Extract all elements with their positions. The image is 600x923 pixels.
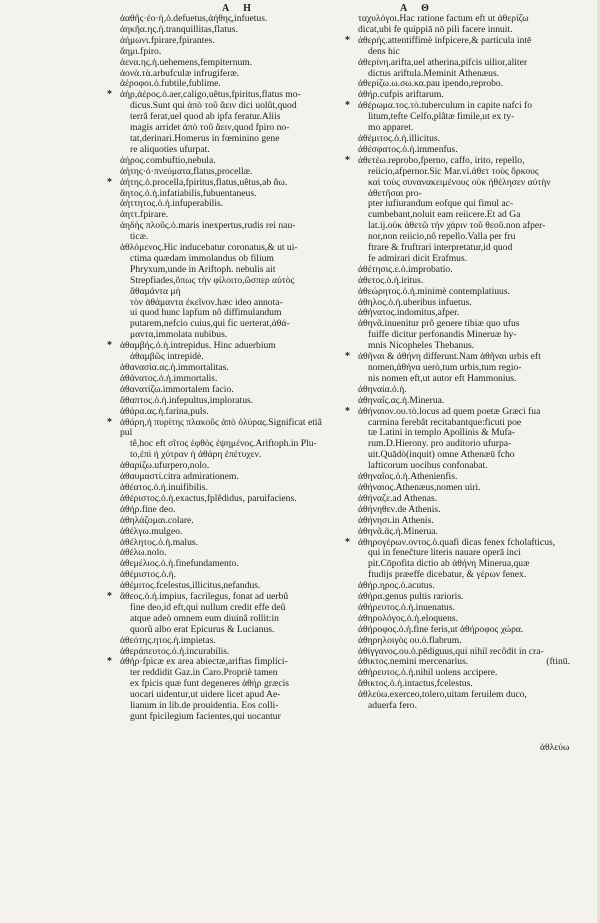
entry-text: ἀθέλγω.mulgeo. <box>120 525 183 537</box>
margin-asterisk: * <box>107 176 112 188</box>
entry-continuation-line: carmina ferebât recitabantque:ficuti poe <box>368 416 522 428</box>
dictionary-entry <box>358 58 570 80</box>
entry-text: ἀθέμιτος.fcelestus,illicitus,nefandus. <box>120 580 261 592</box>
entry-continuation-line: dens hic <box>368 45 400 57</box>
entry-text: ἀθήρ.ηρος.ὁ.acutus. <box>358 580 435 592</box>
dictionary-entry <box>358 319 570 352</box>
entry-text: ἀθεράπευτος.ὁ.ἡ.incurabilis. <box>120 645 230 657</box>
dictionary-entry <box>358 690 570 712</box>
entry-text: ἀθέμιτος.ὁ.ἡ.illicitus. <box>358 132 441 144</box>
entry-continuation-line: lafticorum uocibus confonabat. <box>368 460 488 472</box>
entry-continuation-line: dicus.Sunt qui ἀπὸ τοῦ ἄειν dici uolût,quod <box>130 100 297 112</box>
entry-text: ἀηττ.fpirare. <box>120 209 169 221</box>
entry-continuation-line: putarem,nefcio cuius,qui fic uerterat,ἀθά- <box>130 318 290 330</box>
entry-continuation-line: gunt fpicilegium facientes,qui uocantur <box>130 711 281 722</box>
margin-asterisk: * <box>345 351 350 363</box>
entry-text: ἀθηρολόγος.ὁ.ἡ.eloquens. <box>358 612 459 624</box>
entry-text: ἀθήναιος.Athenæus,nomen uiri. <box>358 481 481 493</box>
entry-continuation-line: qui in feneĉture literis nauare operā inci <box>368 547 521 559</box>
entry-text: ἀθήναιον.ου.τὸ.locus ad quem poetæ Græci fua <box>358 405 541 417</box>
dictionary-entry <box>345 536 570 582</box>
entry-text: ἀθάνατος.ὁ.ἡ.immortalis. <box>120 372 218 384</box>
entry-continuation-line: lianum in lib.de prouidentia. Eos colli- <box>130 700 279 712</box>
margin-asterisk: * <box>345 100 350 112</box>
entry-continuation-line: re aliquoties ufurpat. <box>130 143 210 155</box>
entry-text: ἀθάρα.ας.ἡ.farina,puls. <box>120 405 209 417</box>
entry-continuation-line: ui quod hunc lapfum nô diffimulandum <box>130 307 282 319</box>
entry-continuation-line: ftrare & fruftrari interpretatur,id quod <box>368 242 513 254</box>
entry-text: dicat,ubi fe quippiā nō pili facere innuit. <box>358 23 513 35</box>
entry-text: ἀθαμβής.ὁ.ἡ.intrepidus. Hinc aduerbium <box>120 340 276 352</box>
entry-continuation-line: ctima quædam immolandus ob filium <box>130 252 274 264</box>
entry-text: ἀθηλάζομαι.colare. <box>120 514 194 526</box>
dictionary-entry <box>107 416 328 462</box>
entry-text: ἀενα.ης.ἡ.uehemens,fempiternum. <box>120 56 253 68</box>
left-running-head: A H <box>222 3 257 14</box>
entry-text: ἀθετέω.reprobo,fperno, caffo, irito, repello, <box>358 154 525 166</box>
entry-continuation-line: pter iufiurandum eofque qui fimul ac- <box>368 198 514 210</box>
entry-continuation-line: litum,tefte Celfo,plâtæ fimile,ut ex ty- <box>368 111 515 123</box>
entry-text: ἀθερίζω.ω.σω.κα.pau ipendo,reprobo. <box>358 78 504 90</box>
entry-text: ἀθήνησι.in Athenis. <box>358 514 434 526</box>
entry-continuation-line: lat.ij.οὐκ ἀθετῶ τὴν χάριν τοῦ θεοῦ.non afper- <box>368 220 546 232</box>
entry-continuation-line: terrâ ferat,uel quod ab ipfa feratur.Aliis <box>130 111 281 123</box>
entry-text: ἀθήρευτος.ὁ.ἡ.inuenatus. <box>358 601 455 613</box>
dictionary-entry <box>345 34 570 58</box>
right-column <box>345 13 570 712</box>
entry-continuation-line: magis arridet ἀπὸ τοῦ ἄειν,quod fpiro no- <box>130 122 290 134</box>
entry-continuation-line: nor,non reiicio,nô repello.Valla per fru <box>368 231 516 243</box>
entry-text: ἀονὰ.τὰ.arbufculæ infrugiferæ. <box>120 67 240 79</box>
entry-continuation-line: pit.Cōpofita dictio ab ἀθήνη Minerua,quæ <box>368 558 530 570</box>
dictionary-entry <box>107 656 328 722</box>
entry-continuation-line: fe admirari dicit Erafmus. <box>368 252 468 264</box>
entry-text: ἀήττητος.ὁ.ἡ.infuperabilis. <box>120 198 224 210</box>
entry-text: ἀθέατος.ὁ.ἡ.inuifibilis. <box>120 481 208 493</box>
entry-continuation-line: καὶ τοὺς συνανακειμένους οὐκ ἠθέλησεν αὐτὴν ἀθετῆσαι pro- <box>368 176 551 199</box>
entry-continuation-line: ex fpicis quæ funt degeneres ἀθήρ græcis <box>130 678 290 690</box>
entry-continuation-line: tê,hoc eft σῖτος ἑφθὸς ἐψημένος.Ariftoph.in Plu- <box>130 438 317 450</box>
margin-asterisk: * <box>345 405 350 417</box>
entry-continuation-line: fine deo,id eft,qui nullum credit effe deû <box>130 601 286 613</box>
entry-text: ἀθέτησις.ε.ὁ.improbatio. <box>358 263 453 275</box>
entry-continuation-line: τὸν ἀθάμαντα ἐκεῖνον.hæc ideo annota- <box>130 296 283 308</box>
entry-text: ἀηκῆα.ης.ἡ.tranquillitas,flatus. <box>120 23 238 35</box>
entry-text: ἀθηνᾶ.ᾶς.ἡ.Minerua. <box>358 525 438 537</box>
entry-text: ἀθήναζε.ad Athenas. <box>358 492 438 504</box>
entry-text: ἄθαπτος.ὁ.ἡ.infepultus,imploratus. <box>120 394 254 406</box>
entry-text: ἀέροφοι.ὁ.fubtile,fublime. <box>120 78 221 90</box>
entry-text: ἀθετος.ὁ.ἡ.iritus. <box>358 274 424 286</box>
entry-continuation-line: reiicio,afpernor.Sic Mar.vi.ἀθετ τοὺς ὅρκους <box>368 165 539 177</box>
entry-text: ἀθήρα.genus pultis rarioris. <box>358 591 464 603</box>
entry-continuation-line: ἀθαμβῶς intrepidè. <box>130 351 204 363</box>
entry-text: ἄθικτος.ὁ.ἡ.intactus,fcelestus. <box>358 678 473 690</box>
dictionary-entry <box>107 89 328 155</box>
entry-text: ἀθέρωμα.τος.τὸ.tuberculum in capite nafci fo <box>358 100 533 112</box>
entry-continuation-line: tæ Latini in templo Apollinis & Mufa- <box>368 427 516 439</box>
entry-text: ἀθικτος.nemini mercenarius. <box>358 656 469 668</box>
entry-continuation-line: aduerfa fero. <box>368 700 417 712</box>
entry-text: ἀθάρη,ἡ πυρίτης πλακοῦς ἀπὸ ὀλύρας.Significat etiâ pul <box>120 416 322 439</box>
entry-text: ἀήρος.combuftio,nebula. <box>120 154 216 166</box>
entry-text: ἀθεμέλιος.ὁ.ἡ.finefundamento. <box>120 558 239 570</box>
entry-text: ἀθανατίζω.immortalem facio. <box>120 383 234 395</box>
entry-text: ἀηδὴς πλοῦς.ὁ.maris inexpertus,rudis rei nau- <box>120 220 296 232</box>
entry-text: ἀθερίνη.arifta,uel atherina,pifcis uilior,aliter <box>358 56 528 68</box>
margin-asterisk: * <box>107 340 112 352</box>
entry-continuation-line: ticæ. <box>130 231 149 243</box>
entry-text: ἀθλεύω.exerceo,tolero,uitam feruilem duco, <box>358 689 527 701</box>
entry-text: ἀήτης.ὁ.procella,fpiritus,flatus,uêtus,ab ἄω. <box>120 176 288 188</box>
entry-text: ἀήτης·ὁ·πνεύματα,flatus,procellæ. <box>120 165 253 177</box>
dictionary-entry <box>120 243 328 341</box>
margin-asterisk: * <box>345 154 350 166</box>
entry-text: ἀθήροφος.ὁ.ἡ.fine feris,ut ἀθήροφος χώρα. <box>358 623 524 635</box>
margin-asterisk: * <box>107 591 112 603</box>
entry-text: ἀθέμιστος.ὁ.ἡ. <box>120 569 177 581</box>
entry-text: ἄημι.fpiro. <box>120 45 162 57</box>
entry-text: ἀθηρογέρων.οντος.ὁ.quafi dicas fenex fcholafticus, <box>358 536 556 548</box>
entry-continuation-line: quorû albo erat Epicurus & Lucianus. <box>130 623 275 635</box>
entry-text: ἀθηναῖος.ὁ.ἡ.Athenienfis. <box>358 471 458 483</box>
entry-text: ἀθήρ.cufpis ariftarum. <box>358 89 444 101</box>
dictionary-entry <box>345 405 570 472</box>
entry-text: ἀθηλος.ὁ.ἡ.uberibus infuetus. <box>358 296 472 308</box>
margin-asterisk: * <box>107 416 112 428</box>
entry-text: ἀαθῆς·ἐο·ἡ,ὁ.defuetus,ἀήθης,infuetus. <box>120 13 268 24</box>
entry-continuation-line: nomen,ἀθήνα uerò,tum urbis,tum regio- <box>368 362 522 373</box>
entry-text: ἀθῆναι & ἀθήνη differunt.Nam ἀθῆναι urbis eft <box>358 351 541 363</box>
margin-asterisk: * <box>345 536 350 548</box>
entry-continuation-line: uit.Quādò(inquit) omne Athenæū fcho <box>368 449 515 461</box>
entry-continuation-line: uocari uidentur,ut uidere licet apud Ae- <box>130 689 281 701</box>
entry-continuation-line: Phryxum,unde in Ariftoph. nebulis ait <box>130 263 276 275</box>
right-running-head: A Θ <box>400 3 435 14</box>
entry-text: ἀθέλητος.ὁ.ἡ.malus. <box>120 536 199 548</box>
entry-text: ἀθηνᾶ.inuenitur prô genere tibiæ quo ufus <box>358 318 520 330</box>
entry-text: ἀθηναία.ὁ.ἡ. <box>358 383 407 395</box>
entry-continuation-line: to,ἐπὶ ἡ χύτραν ἡ ἀθάρη ἐπέτυχεν. <box>130 449 262 461</box>
entry-text: ἀὴρ,ἀέρος.ὁ.aer,caligo,uêtus,fpiritus,flatus mo- <box>120 89 301 101</box>
entry-text: ἀθεώρητος.ὁ.ἡ.minimè contemplatiuus. <box>358 285 510 297</box>
entry-text: ἀθήνατος.indomitus,afper. <box>358 307 460 319</box>
entry-continuation-line: mnis Nicopheles Thebanus. <box>368 340 475 352</box>
entry-text: ἀθήνηθεν.de Athenis. <box>358 503 441 515</box>
entry-text: ἀθήρ.fine deo. <box>120 503 176 515</box>
entry-continuation-line: rum.D.Hierony. pro auditorio ufurpa- <box>368 438 512 450</box>
dictionary-entry <box>107 591 328 636</box>
margin-asterisk: * <box>107 89 112 101</box>
entry-continuation-line: dictus ariftula.Meminit Athenæus. <box>368 67 500 79</box>
entry-text: ἀθανασία.ας.ἡ.immortalitas. <box>120 362 229 373</box>
entry-continuation-line: atque adeò omnem eum diuinâ rollit:in <box>130 612 279 624</box>
entry-text: ἀθαυμαστί.citra admirationem. <box>120 471 239 483</box>
entry-continuation-line: tat,derinari.Homerus in fœminino gene <box>130 132 280 144</box>
entry-text: ἀθίγγανος.ου.ὁ.pēdiguus,qui nihil recôdit in cra- <box>358 645 544 657</box>
margin-asterisk: * <box>107 656 112 668</box>
catchword: ἀθλεύω <box>540 742 570 753</box>
entry-continuation-line: ftudijs præeffe dicebatur, & γέρων fenex. <box>368 569 527 581</box>
entry-text: ἀθερής.attentiffimè infpicere,& particula intē <box>358 34 532 46</box>
entry-text: ἀθαρίζω.ufurpero,nolo. <box>120 460 210 472</box>
entry-text: ἀθήρευτος.ὁ.ἡ.nihil uolens accipere. <box>358 667 498 679</box>
dictionary-entry <box>107 340 328 363</box>
entry-text: ἀθέλω.nolo. <box>120 547 167 559</box>
entry-text: ταχυλόγοι.Hac ratione factum eft ut ἀθερίζω <box>358 13 529 24</box>
entry-text: ἀήμωνι.fpirare,fpirantes. <box>120 34 215 46</box>
entry-text: ἀθεότης.ητος.ἡ.impietas. <box>120 634 216 646</box>
entry-continuation-line: Strepfiades,ὅπως τὴν φίλοιτο,ὥσπερ αὐτὸς ἄθαμάντα μὴ <box>130 274 295 297</box>
entry-continuation-line: ter reddidit Gaz.in Caro.Propriè tamen <box>130 667 278 679</box>
dictionary-entry <box>345 100 570 134</box>
entry-continuation-line: μαντα,immolata nubibus. <box>130 329 228 341</box>
entry-text: ἄθεος.ὁ.ἡ.impius, facrilegus, fonat ad uerbû <box>120 591 289 603</box>
entry-continuation-line: nis nomen eft,ut autor eft Hammonius. <box>368 372 517 384</box>
entry-text: ἀθηναΐς.ας.ἡ.Minerua. <box>358 394 445 406</box>
entry-trailing-fragment: (ftinū. <box>546 656 570 668</box>
entry-text: ἀθέριστος.ὁ.ἡ.exactus,fplêdidus, paruifaciens. <box>120 492 297 504</box>
entry-text: ἀθήρ·fpicæ ex area abiectæ,ariftas fimplici- <box>120 656 288 668</box>
dictionary-entry <box>120 221 328 243</box>
left-column <box>107 13 328 723</box>
dictionary-entry <box>345 351 570 385</box>
margin-asterisk: * <box>345 34 350 46</box>
entry-text: ἀθλόμενος.Hic inducebatur coronatus,& ut ui- <box>120 242 298 254</box>
dictionary-entry <box>345 154 570 265</box>
entry-continuation-line: fuiffe dicitur perfonandis Mineruæ hy- <box>368 329 517 341</box>
entry-continuation-line: mo apparet. <box>368 122 414 134</box>
entry-text: ἄητος.ὁ.ἡ.infatiabilis,fubuentaneus. <box>120 187 257 199</box>
entry-text: ἀθέσφατος.ὁ.ἡ.immenfus. <box>358 143 458 155</box>
entry-continuation-line: cumbebant,noluit eam reiicere.Et ad Ga <box>368 209 521 221</box>
entry-text: ἀθηρηλοιγὸς ου.ὁ.flabrum. <box>358 634 462 646</box>
